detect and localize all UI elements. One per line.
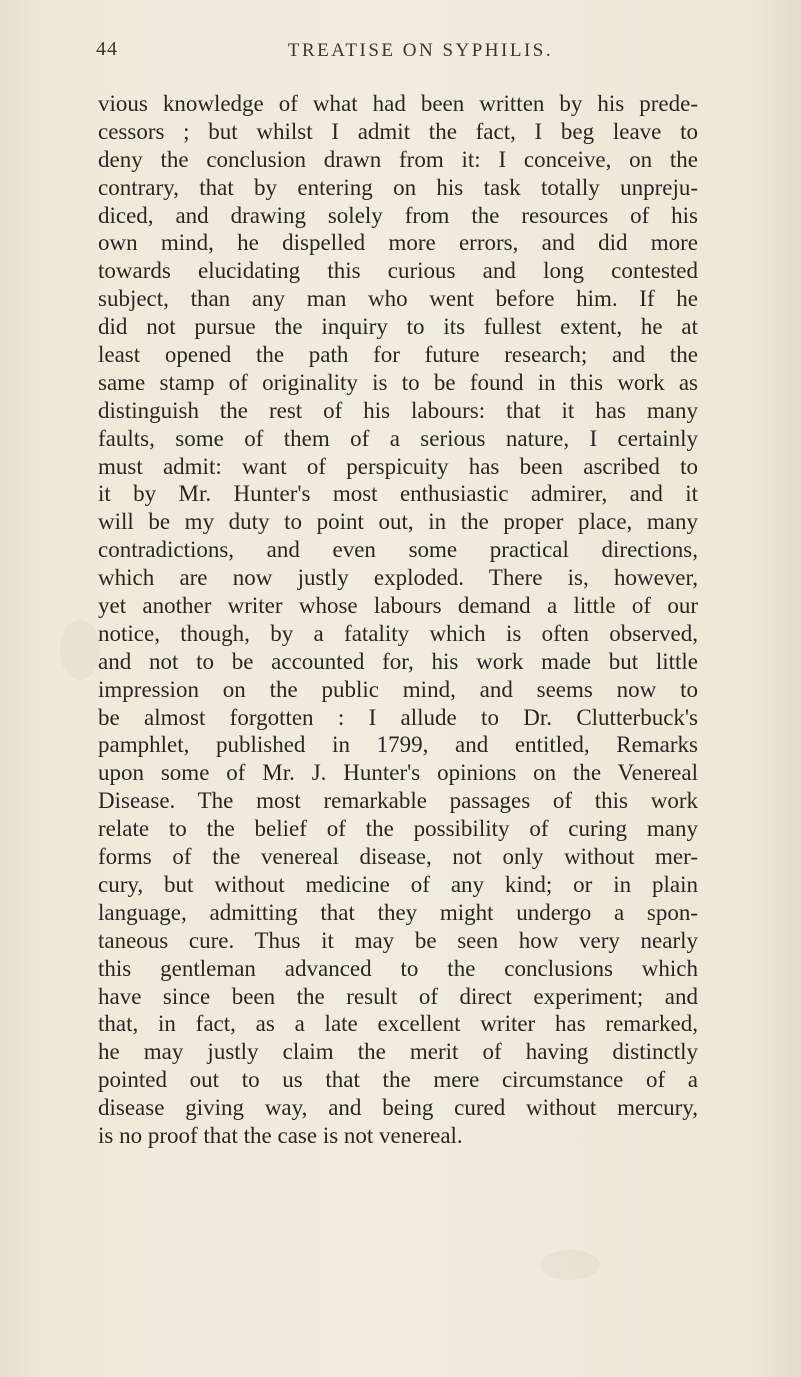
text-line: notice, though, by a fatality which is often observed, [98, 620, 698, 646]
text-line: pamphlet, published in 1799, and entitled, Remarks [98, 732, 698, 758]
body-text [98, 90, 698, 1150]
paper-stain [60, 620, 100, 680]
running-title: TREATISE ON SYPHILIS. [287, 40, 554, 61]
text-line: did not pursue the inquiry to its fullest extent, he at [98, 314, 698, 340]
text-line: diced, and drawing solely from the resources of his [98, 202, 698, 228]
text-line: is no proof that the case is not venereal. [98, 1122, 463, 1148]
text-line: subject, than any man who went before him. If he [98, 286, 698, 312]
text-line: must admit: want of perspicuity has been ascribed to [98, 453, 698, 479]
text-line: own mind, he dispelled more errors, and did more [98, 230, 698, 256]
paper-stain [540, 1250, 600, 1280]
text-line: impression on the public mind, and seems now to [98, 676, 698, 702]
page-header [0, 38, 801, 68]
text-line: upon some of Mr. J. Hunter's opinions on the Venereal [98, 760, 698, 786]
text-line: relate to the belief of the possibility of curing many [98, 816, 698, 842]
text-line: will be my duty to point out, in the proper place, many [98, 509, 698, 535]
text-line: yet another writer whose labours demand a little of our [98, 593, 698, 619]
page-number: 44 [96, 38, 118, 60]
text-line: and not to be accounted for, his work made but little [98, 648, 698, 674]
text-line: vious knowledge of what had been written by his prede- [98, 91, 698, 116]
text-line: it by Mr. Hunter's most enthusiastic admirer, and it [98, 481, 698, 507]
text-line: towards elucidating this curious and long contested [98, 258, 698, 284]
text-line: have since been the result of direct experiment; and [98, 983, 698, 1009]
text-line: which are now justly exploded. There is, however, [98, 565, 698, 591]
text-line: contradictions, and even some practical directions, [98, 537, 698, 563]
text-line: pointed out to us that the mere circumstance of a [98, 1067, 698, 1093]
text-line: disease giving way, and being cured without mercury, [98, 1095, 698, 1121]
text-line: be almost forgotten : I allude to Dr. Clutterbuck's [98, 704, 698, 730]
text-line: taneous cure. Thus it may be seen how very nearly [98, 927, 698, 953]
text-line: distinguish the rest of his labours: that it has many [98, 397, 698, 423]
text-line: Disease. The most remarkable passages of this work [98, 788, 698, 814]
text-line: faults, some of them of a serious nature, I certainly [98, 425, 698, 451]
text-line: cessors ; but whilst I admit the fact, I beg leave to [98, 118, 698, 144]
text-line: forms of the venereal disease, not only without mer- [98, 844, 698, 870]
text-line: contrary, that by entering on his task totally unpreju- [98, 174, 698, 200]
text-line: language, admitting that they might undergo a spon- [98, 899, 698, 925]
text-line: deny the conclusion drawn from it: I conceive, on the [98, 146, 698, 172]
text-line: that, in fact, as a late excellent writer has remarked, [98, 1011, 698, 1037]
text-line: this gentleman advanced to the conclusions which [98, 955, 698, 981]
text-line: he may justly claim the merit of having distinctly [98, 1039, 698, 1065]
text-line: same stamp of originality is to be found in this work as [98, 369, 698, 395]
text-line: least opened the path for future research; and the [98, 342, 698, 368]
text-line: cury, but without medicine of any kind; or in plain [98, 871, 698, 897]
